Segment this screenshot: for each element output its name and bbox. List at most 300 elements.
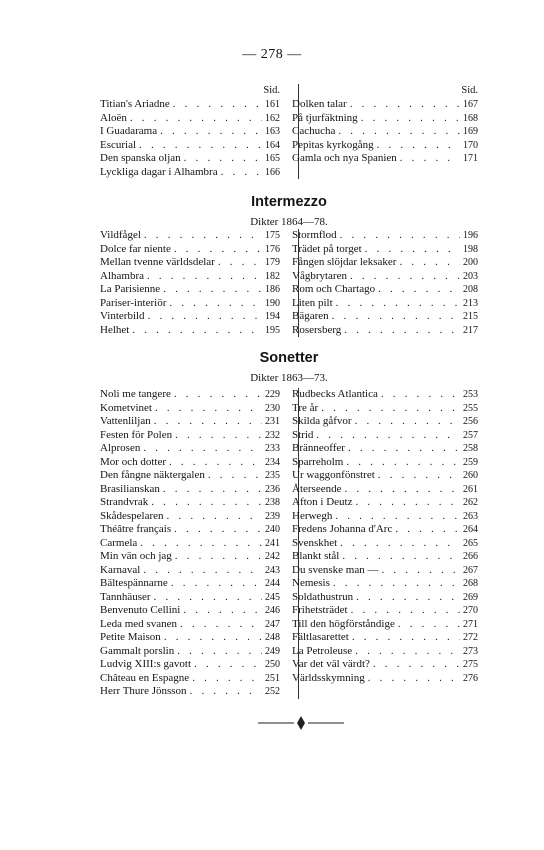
toc-entry <box>292 496 478 510</box>
toc-entry-page: 258 <box>463 443 478 454</box>
toc-entry-title: Escurial <box>100 138 137 151</box>
dot-leader <box>397 152 460 166</box>
toc-entry <box>292 577 478 591</box>
toc-entry <box>292 510 478 524</box>
toc-entry <box>292 297 478 311</box>
toc-entry-page: 273 <box>463 645 478 657</box>
toc-entry <box>100 550 280 564</box>
dot-leader <box>378 388 460 402</box>
dot-leader <box>345 442 460 456</box>
toc-entry <box>292 550 478 564</box>
toc-entry <box>292 537 478 551</box>
toc-entry-title: La Petroleuse <box>292 644 353 657</box>
dot-leader <box>152 402 262 416</box>
dot-leader <box>375 469 460 483</box>
dot-leader <box>140 564 262 578</box>
toc-entry <box>292 283 478 297</box>
toc-entry <box>100 631 280 645</box>
toc-entry-title: Dolce far niente <box>100 242 171 255</box>
dot-leader <box>362 243 460 257</box>
dot-leader <box>168 577 262 591</box>
toc-entry-title: Den fångne näktergalen <box>100 469 205 481</box>
toc-entry-page: 236 <box>265 483 280 495</box>
toc-entry <box>100 604 280 618</box>
toc-entry-page: 190 <box>265 297 280 309</box>
dot-leader <box>205 469 262 483</box>
toc-entry-title: Återseende <box>292 482 342 495</box>
toc-entry-title: Cachucha <box>292 125 336 137</box>
dot-leader <box>157 125 262 139</box>
toc-entry-page: 230 <box>265 402 280 414</box>
toc-entry-title: Stormflod <box>292 229 337 241</box>
toc-column-left <box>100 84 286 179</box>
toc-entry-title: Vinterbild <box>100 310 145 322</box>
toc-column-right <box>286 388 478 699</box>
toc-entry-title: Brasilianskan <box>100 482 160 495</box>
toc-entry-page: 242 <box>265 551 280 562</box>
toc-entry-page: 246 <box>265 605 280 616</box>
toc-entry <box>292 98 478 112</box>
toc-entry-title: Du svenske man — <box>292 563 379 576</box>
toc-entry <box>100 429 280 443</box>
toc-entry-page: 271 <box>463 618 478 630</box>
toc-entry-page: 162 <box>265 112 280 124</box>
toc-entry-page: 198 <box>463 243 478 255</box>
dot-leader <box>144 270 262 284</box>
dot-leader <box>174 645 262 659</box>
toc-column-right <box>286 229 478 337</box>
toc-entry <box>100 415 280 429</box>
toc-entry <box>100 388 280 402</box>
toc-entry-title: Tannhäuser <box>100 590 151 603</box>
toc-entry <box>292 388 478 402</box>
toc-entry <box>292 415 478 429</box>
toc-entry-page: 200 <box>463 257 478 268</box>
toc-entry-title: Frihetsträdet <box>292 604 348 616</box>
toc-entry-title: Petite Maison <box>100 631 161 643</box>
toc-entry <box>100 297 280 311</box>
dot-leader <box>171 243 262 257</box>
toc-entry <box>292 564 478 578</box>
toc-entry-page: 264 <box>463 524 478 535</box>
dot-leader <box>353 591 460 605</box>
dot-leader <box>352 645 460 659</box>
toc-entry-page: 243 <box>265 564 280 576</box>
dot-leader <box>392 523 460 537</box>
toc-entry-page: 260 <box>463 470 478 481</box>
toc-entry-page: 267 <box>463 564 478 576</box>
dot-leader <box>396 256 460 270</box>
toc-entry-page: 272 <box>463 632 478 643</box>
toc-entry-title: Château en Espagne <box>100 671 190 684</box>
ornament-divider <box>256 713 346 733</box>
toc-entry-title: Mor och dotter <box>100 455 166 468</box>
section-subheading: Dikter 1864—78. <box>250 216 328 228</box>
toc-entry-page: 245 <box>265 591 280 603</box>
toc-entry <box>292 125 478 139</box>
toc-entry <box>100 591 280 605</box>
toc-entry-title: Blankt stål <box>292 550 340 562</box>
toc-entry-title: Nemesis <box>292 577 330 589</box>
toc-entry-title: Helhet <box>100 323 130 336</box>
dot-leader <box>330 577 460 591</box>
toc-entry <box>100 456 280 470</box>
toc-entry-title: Titian's Ariadne <box>100 98 170 110</box>
dot-leader <box>352 496 460 510</box>
toc-entry <box>100 577 280 591</box>
toc-entry-page: 257 <box>463 429 478 441</box>
toc-entry <box>100 483 280 497</box>
dot-leader <box>318 402 460 416</box>
sid-label-right: Sid. <box>461 85 478 96</box>
toc-entry-title: Alhambra <box>100 269 144 282</box>
toc-entry <box>100 324 280 338</box>
toc-entry-title: Bränneoffer <box>292 442 345 454</box>
dot-leader <box>166 456 262 470</box>
dot-leader <box>151 591 262 605</box>
toc-entry-title: La Parisienne <box>100 283 161 295</box>
toc-entry-title: Leda med svanen <box>100 617 177 630</box>
toc-entry-title: Alprosen <box>100 442 141 454</box>
toc-entry <box>100 442 280 456</box>
toc-entry-page: 217 <box>463 324 478 336</box>
toc-entry-page: 234 <box>265 456 280 468</box>
toc-entry-title: Herwegh <box>292 509 333 522</box>
toc-entry <box>100 98 280 112</box>
dot-leader <box>160 483 262 497</box>
toc-entry-page: 167 <box>463 99 478 110</box>
toc-column-left <box>100 388 286 699</box>
dot-leader <box>339 550 460 564</box>
toc-entry-title: Gammalt porslin <box>100 644 175 657</box>
toc-entry-title: Rom och Chartago <box>292 283 376 295</box>
dot-leader <box>337 537 460 551</box>
toc-entry-title: Kometvinet <box>100 401 152 414</box>
toc-entry-page: 249 <box>265 645 280 657</box>
toc-entry-title: Pariser-interiör <box>100 296 167 309</box>
toc-entry <box>100 537 280 551</box>
dot-leader <box>352 415 460 429</box>
toc-entry-title: Festen för Polen <box>100 428 173 441</box>
toc-entry-page: 194 <box>265 311 280 322</box>
toc-entry-page: 182 <box>265 270 280 282</box>
dot-leader <box>189 672 262 686</box>
toc-entry-title: Mellan tvenne världsdelar <box>100 256 215 268</box>
dot-leader <box>137 537 262 551</box>
toc-entry-page: 208 <box>463 284 478 295</box>
dot-leader <box>343 456 460 470</box>
toc-column-left <box>100 229 286 337</box>
dot-leader <box>341 483 460 497</box>
toc-entry <box>292 256 478 270</box>
dot-leader <box>332 510 460 524</box>
dot-leader <box>375 283 460 297</box>
toc-entry-page: 229 <box>265 389 280 400</box>
toc-entry-page: 268 <box>463 578 478 589</box>
toc-entry-page: 263 <box>463 510 478 522</box>
page-number: — 278 — <box>242 47 302 62</box>
toc-entry-page: 175 <box>265 230 280 241</box>
toc-entry-title: Trädet på torget <box>292 242 362 255</box>
toc-entry-title: Carmela <box>100 536 138 549</box>
toc-entry-title: Dolken talar <box>292 98 347 110</box>
toc-entry-title: Världsskymning <box>292 671 365 684</box>
dot-leader <box>140 442 262 456</box>
toc-entry <box>100 402 280 416</box>
toc-entry-page: 232 <box>265 429 280 441</box>
toc-entry <box>100 685 280 699</box>
toc-entry-title: Ludvig XIII:s gavott <box>100 658 192 670</box>
dot-leader <box>148 496 262 510</box>
toc-entry <box>292 429 478 443</box>
toc-entry-title: Soldathustrun <box>292 590 354 603</box>
dot-leader <box>395 618 460 632</box>
toc-entry <box>100 152 280 166</box>
toc-entry <box>292 469 478 483</box>
toc-entry <box>100 125 280 139</box>
toc-entry-title: Lyckliga dagar i Alhambra <box>100 165 218 178</box>
dot-leader <box>341 324 460 338</box>
toc-entry-page: 168 <box>463 112 478 124</box>
toc-entry <box>100 229 280 243</box>
toc-entry <box>100 645 280 659</box>
toc-entry-title: Gamla och nya Spanien <box>292 152 397 164</box>
section-sonetter <box>100 349 478 699</box>
toc-entry <box>100 658 280 672</box>
toc-entry <box>100 243 280 257</box>
toc-entry-page: 255 <box>463 402 478 414</box>
toc-entry <box>100 270 280 284</box>
toc-entry-page: 276 <box>463 672 478 684</box>
toc-entry-title: Fältlasarettet <box>292 631 349 643</box>
toc-entry-title: Skilda gåfvor <box>292 415 352 427</box>
dot-leader <box>215 256 262 270</box>
toc-entry-page: 256 <box>463 416 478 427</box>
toc-entry-page: 248 <box>265 632 280 643</box>
toc-entry <box>100 618 280 632</box>
toc-entry-title: Pepitas kyrkogång <box>292 138 374 151</box>
toc-entry <box>292 618 478 632</box>
toc-entry-title: Bältespännarne <box>100 577 168 589</box>
toc-entry-title: Min vän och jag <box>100 550 172 562</box>
toc-entry-title: Liten pilt <box>292 296 333 309</box>
toc-entry-title: Benvenuto Cellini <box>100 604 181 616</box>
toc-entry-title: Herr Thure Jönsson <box>100 685 187 697</box>
toc-entry-title: Karnaval <box>100 563 141 576</box>
toc-entry-page: 166 <box>265 166 280 178</box>
toc-entry <box>100 310 280 324</box>
dot-leader <box>347 98 460 112</box>
dot-leader <box>337 229 460 243</box>
toc-entry <box>292 112 478 126</box>
toc-entry <box>100 283 280 297</box>
toc-entry-title: Afton i Deutz <box>292 496 353 508</box>
toc-entry-page: 186 <box>265 284 280 295</box>
toc-entry-title: Théâtre français <box>100 523 172 535</box>
toc-entry <box>100 139 280 153</box>
toc-entry-page: 195 <box>265 324 280 336</box>
toc-entry-page: 176 <box>265 243 280 255</box>
toc-entry-title: På tjurfäktning <box>292 111 358 124</box>
toc-entry-page: 233 <box>265 443 280 454</box>
toc-entry <box>292 483 478 497</box>
toc-entry <box>292 152 478 166</box>
dot-leader <box>164 510 262 524</box>
dot-leader <box>180 604 262 618</box>
toc-entry-title: Noli me tangere <box>100 388 171 400</box>
section-heading: Intermezzo <box>251 194 327 210</box>
dot-leader <box>218 166 262 180</box>
dot-leader <box>347 270 460 284</box>
toc-entry-title: Aloën <box>100 111 127 124</box>
toc-entry-page: 238 <box>265 497 280 508</box>
toc-entry-page: 215 <box>463 311 478 322</box>
dot-leader <box>374 139 460 153</box>
toc-entry <box>100 166 280 180</box>
toc-entry <box>100 510 280 524</box>
toc-entry-title: Tre år <box>292 401 319 414</box>
dot-leader <box>171 523 262 537</box>
dot-leader <box>191 658 262 672</box>
toc-entry-page: 251 <box>265 672 280 684</box>
sid-label-left: Sid. <box>263 85 280 96</box>
toc-entry-title: Vågbrytaren <box>292 269 347 282</box>
toc-entry-page: 239 <box>265 510 280 522</box>
toc-entry-page: 196 <box>463 230 478 241</box>
toc-entry-title: Vattenliljan <box>100 415 151 427</box>
toc-entry-page: 270 <box>463 605 478 616</box>
toc-entry <box>100 672 280 686</box>
toc-entry <box>100 256 280 270</box>
toc-entry <box>292 523 478 537</box>
dot-leader <box>172 550 262 564</box>
dot-leader <box>329 310 460 324</box>
toc-entry-page: 179 <box>265 257 280 268</box>
dot-leader <box>187 685 262 699</box>
toc-entry-page: 261 <box>463 483 478 495</box>
toc-entry-page: 169 <box>463 126 478 137</box>
toc-entry-page: 161 <box>265 99 280 110</box>
toc-entry <box>292 631 478 645</box>
dot-leader <box>129 324 262 338</box>
dot-leader <box>349 631 460 645</box>
toc-entry-page: 163 <box>265 126 280 137</box>
toc-entry <box>100 523 280 537</box>
toc-entry <box>292 310 478 324</box>
toc-entry <box>292 139 478 153</box>
toc-entry-title: I Guadarama <box>100 125 158 137</box>
toc-entry-page: 241 <box>265 537 280 549</box>
toc-entry-page: 203 <box>463 270 478 282</box>
dot-leader <box>348 604 460 618</box>
toc-entry-title: Rudbecks Atlantica <box>292 388 378 400</box>
toc-entry <box>292 456 478 470</box>
toc-entry <box>292 604 478 618</box>
dot-leader <box>172 429 262 443</box>
dot-leader <box>171 388 262 402</box>
toc-entry-page: 247 <box>265 618 280 630</box>
toc-entry-title: Strandvrak <box>100 496 149 508</box>
toc-entry <box>292 270 478 284</box>
toc-entry-page: 266 <box>463 551 478 562</box>
toc-entry-title: Vildfågel <box>100 229 141 241</box>
toc-entry-page: 171 <box>463 153 478 164</box>
toc-entry-page: 265 <box>463 537 478 549</box>
dot-leader <box>151 415 262 429</box>
toc-entry <box>292 229 478 243</box>
dot-leader <box>141 229 262 243</box>
dot-leader <box>127 112 262 126</box>
dot-leader <box>365 672 460 686</box>
dot-leader <box>181 152 262 166</box>
toc-entry <box>292 402 478 416</box>
toc-entry-page: 231 <box>265 416 280 427</box>
dot-leader <box>160 283 262 297</box>
dot-leader <box>358 112 460 126</box>
dot-leader <box>313 429 460 443</box>
toc-entry-page: 252 <box>265 686 280 697</box>
toc-entry <box>100 564 280 578</box>
toc-entry-title: Skådespelaren <box>100 509 164 522</box>
dot-leader <box>378 564 460 578</box>
toc-entry-page: 240 <box>265 524 280 535</box>
dot-leader <box>335 125 460 139</box>
toc-entry-page: 262 <box>463 497 478 508</box>
toc-entry-page: 213 <box>463 297 478 309</box>
toc-entry-title: Till den högförståndige <box>292 617 395 630</box>
toc-entry-title: Fredens Johanna d'Arc <box>292 523 393 535</box>
section-heading: Sonetter <box>259 350 319 366</box>
dot-leader <box>333 297 460 311</box>
toc-entry <box>292 645 478 659</box>
toc-entry <box>292 591 478 605</box>
dot-leader <box>136 139 262 153</box>
toc-entry-page: 235 <box>265 470 280 481</box>
toc-entry-page: 244 <box>265 578 280 589</box>
toc-entry-title: Rosersberg <box>292 323 342 336</box>
toc-entry-page: 275 <box>463 659 478 670</box>
section-subheading: Dikter 1863—73. <box>250 372 328 384</box>
toc-entry-page: 259 <box>463 456 478 468</box>
dot-leader <box>161 631 262 645</box>
toc-entry-title: Den spanska oljan <box>100 152 181 164</box>
dot-leader <box>370 658 460 672</box>
toc-column-right <box>286 84 478 179</box>
section-spanish-poems <box>100 84 478 179</box>
dot-leader <box>170 98 262 112</box>
dot-leader <box>145 310 262 324</box>
toc-entry <box>100 469 280 483</box>
toc-entry <box>100 112 280 126</box>
toc-entry-page: 269 <box>463 591 478 603</box>
toc-entry <box>292 658 478 672</box>
toc-entry-page: 165 <box>265 153 280 164</box>
toc-entry-page: 164 <box>265 139 280 151</box>
toc-entry <box>292 442 478 456</box>
toc-entry-title: Var det väl värdt? <box>292 658 370 670</box>
section-intermezzo <box>100 193 478 337</box>
toc-entry-title: Svenskhet <box>292 536 338 549</box>
toc-entry <box>292 672 478 686</box>
toc-entry-title: Sparreholm <box>292 455 344 468</box>
toc-entry <box>292 324 478 338</box>
toc-entry <box>100 496 280 510</box>
dot-leader <box>166 297 262 311</box>
toc-entry-title: Bägaren <box>292 310 329 322</box>
toc-entry-page: 253 <box>463 389 478 400</box>
dot-leader <box>177 618 262 632</box>
toc-entry <box>292 243 478 257</box>
